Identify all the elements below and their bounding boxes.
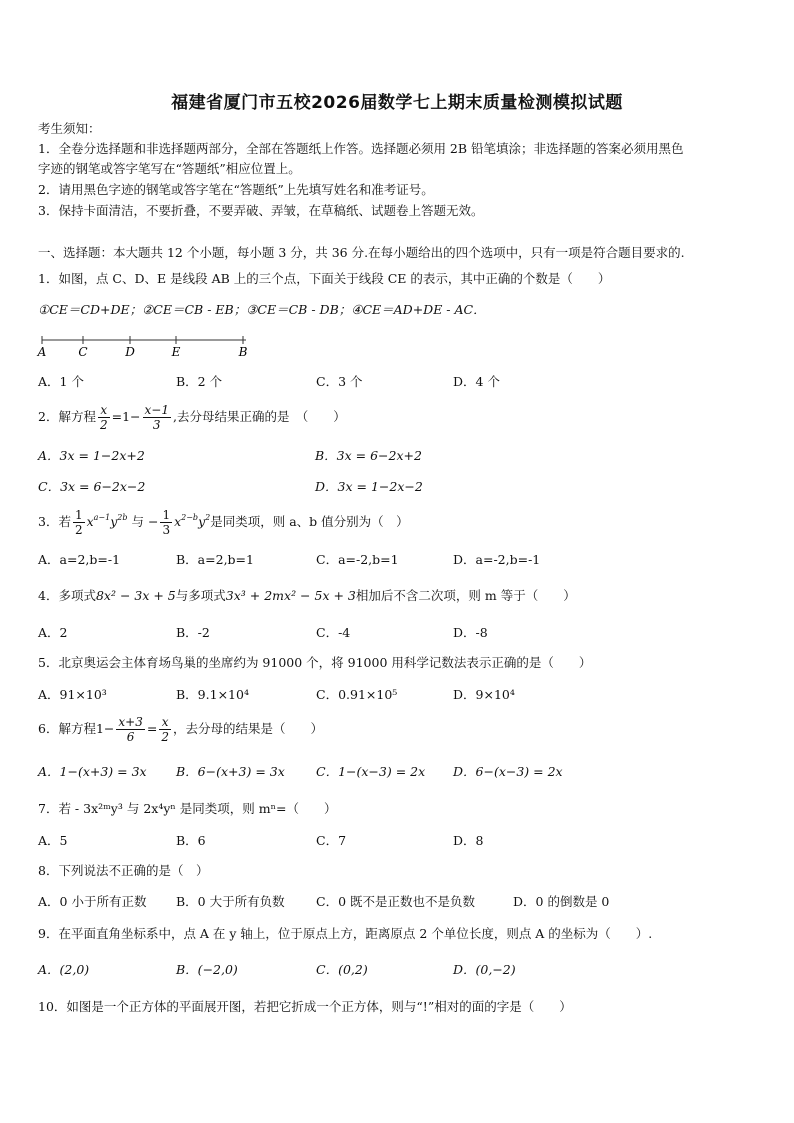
q4-mid: 与多项式: [175, 588, 226, 603]
segment-label-e: E: [171, 345, 181, 359]
notice-item: 3．保持卡面清洁，不要折叠，不要弄破、弄皱，在草稿纸、试题卷上答题无效。: [38, 203, 484, 218]
notice-heading: 考生须知：: [38, 121, 101, 136]
question-7-stem: 7．若 - 3x²ᵐy³ 与 2x⁴yⁿ 是同类项，则 mⁿ=（ ）: [38, 801, 337, 816]
q9-option-d[interactable]: D．(0,−2): [453, 962, 516, 977]
q5-option-c[interactable]: C．0.91×10⁵: [316, 687, 398, 702]
q6-prefix: 6．解方程1−: [38, 721, 115, 736]
q3-option-b[interactable]: B．a=2,b=1: [176, 552, 254, 567]
q6-option-a[interactable]: A．1−(x+3) = 3x: [38, 764, 147, 779]
q9-option-b[interactable]: B．(−2,0): [176, 962, 238, 977]
q1-option-c[interactable]: C．3 个: [316, 374, 363, 389]
q3-frac-2-num: 1: [162, 508, 171, 522]
q3-term-1-exp-x: a−1: [93, 513, 111, 522]
q4-option-d[interactable]: D．-8: [453, 625, 488, 640]
q6-option-c[interactable]: C．1−(x−3) = 2x: [316, 764, 426, 779]
q3-term-2-x: x: [174, 514, 182, 529]
q4-prefix: 4．多项式: [38, 588, 96, 603]
notice-item: 2．请用黑色字迹的钢笔或答字笔在“答题纸”上先填写姓名和准考证号。: [38, 182, 434, 197]
q6-frac-1: [116, 715, 144, 744]
q2-frac-2-num: x−1: [144, 403, 169, 417]
question-5-stem: 5．北京奥运会主体育场鸟巢的坐席约为 91000 个，将 91000 用科学记数法表示正确的是（ ）: [38, 655, 592, 670]
q8-option-d[interactable]: D．0 的倒数是 0: [513, 894, 610, 909]
q3-option-d[interactable]: D．a=-2,b=-1: [453, 552, 541, 567]
q7-option-c[interactable]: C．7: [316, 833, 347, 848]
q8-option-c[interactable]: C．0 既不是正数也不是负数: [316, 894, 475, 909]
question-1-stem: 1．如图，点 C、D、E 是线段 AB 上的三个点，下面关于线段 CE 的表示，其中正确的个数是（ ）: [38, 271, 611, 286]
q9-option-a[interactable]: A．(2,0): [38, 962, 90, 977]
question-6-stem: [38, 712, 754, 746]
q1-option-b[interactable]: B．2 个: [176, 374, 223, 389]
q3-frac-1: [73, 508, 85, 537]
question-3-stem: [38, 505, 754, 539]
q5-option-d[interactable]: D．9×10⁴: [453, 687, 515, 702]
q6-option-b[interactable]: B．6−(x+3) = 3x: [176, 764, 285, 779]
segment-label-c: C: [78, 345, 88, 359]
q2-option-c[interactable]: C．3x = 6−2x−2: [38, 479, 146, 494]
notice-item: 字迹的钢笔或答字笔写在“答题纸”相应位置上。: [38, 161, 301, 176]
q2-frac-2-den: 3: [152, 418, 161, 432]
q6-frac-2: [159, 715, 171, 744]
question-2-stem: [38, 400, 754, 434]
q6-frac-2-num: x: [159, 715, 171, 730]
question-4-stem: [38, 587, 754, 605]
question-8-stem: 8．下列说法不正确的是（ ）: [38, 863, 209, 878]
q3-term-1-y: y: [110, 514, 118, 529]
q5-option-a[interactable]: A．91×10³: [38, 687, 107, 702]
q6-mid: =: [146, 721, 158, 736]
q3-suffix: 是同类项，则 a、b 值分别为（ ）: [210, 514, 409, 529]
segment-svg: [36, 334, 256, 360]
q3-term-2-exp-x: 2−b: [181, 513, 199, 522]
q9-option-c[interactable]: C．(0,2): [316, 962, 368, 977]
page-title: 福建省厦门市五校2026届数学七上期末质量检测模拟试题: [171, 93, 623, 113]
q2-frac-1: [98, 403, 110, 432]
q2-frac-2: [143, 403, 171, 432]
question-10-stem: 10．如图是一个正方体的平面展开图，若把它折成一个正方体，则与“!”相对的面的字是（ ）: [38, 999, 572, 1014]
q3-term-2-y: y: [198, 514, 206, 529]
q7-option-d[interactable]: D．8: [453, 833, 484, 848]
q3-prefix: 3．若: [38, 514, 71, 529]
q6-suffix: ，去分母的结果是（ ）: [172, 721, 323, 736]
q3-frac-1-den: 2: [74, 523, 83, 537]
q2-frac-1-num: x: [98, 403, 110, 418]
segment-label-a: A: [37, 345, 47, 359]
q4-expr-2: 3x³ + 2mx² − 5x + 3: [225, 588, 356, 603]
segment-figure: [36, 334, 256, 360]
q1-option-a[interactable]: A．1 个: [38, 374, 84, 389]
question-1-statements: ①CE＝CD+DE；②CE＝CB - EB；③CE＝CB - DB；④CE＝AD+DE - AC．: [38, 302, 486, 317]
q3-frac-2: [160, 508, 172, 537]
question-9-stem: 9．在平面直角坐标系中，点 A 在 y 轴上，位于原点上方，距离原点 2 个单位长度，则点 A 的坐标为（ ）.: [38, 926, 653, 941]
q2-prefix: 2．解方程: [38, 409, 96, 424]
q5-option-b[interactable]: B．9.1×10⁴: [176, 687, 249, 702]
q8-option-a[interactable]: A．0 小于所有正数: [38, 894, 147, 909]
q6-frac-1-num: x+3: [118, 715, 143, 729]
q7-option-b[interactable]: B．6: [176, 833, 206, 848]
q3-term-2-exp-y: 2: [205, 513, 211, 522]
q2-suffix: ,去分母结果正确的是 （ ）: [172, 409, 346, 424]
q3-term-1-exp-y: 2b: [117, 513, 128, 522]
q2-option-d[interactable]: D．3x = 1−2x−2: [315, 479, 423, 494]
q6-frac-1-den: 6: [126, 730, 135, 744]
notice-item: 1．全卷分选择题和非选择题两部分，全部在答题纸上作答。选择题必须用 2B 铅笔填涂；非选择题的答案必须用黑色: [38, 141, 684, 156]
q8-option-b[interactable]: B．0 大于所有负数: [176, 894, 285, 909]
q4-suffix: 相加后不含二次项，则 m 等于（ ）: [355, 588, 576, 603]
q4-option-b[interactable]: B．-2: [176, 625, 210, 640]
q4-option-c[interactable]: C．-4: [316, 625, 351, 640]
section-heading: 一、选择题：本大题共 12 个小题，每小题 3 分，共 36 分.在每小题给出的四个选项中，只有一项是符合题目要求的.: [38, 245, 685, 260]
q4-expr-1: 8x² − 3x + 5: [95, 588, 176, 603]
q3-option-a[interactable]: A．a=2,b=-1: [38, 552, 121, 567]
q1-option-d[interactable]: D．4 个: [453, 374, 500, 389]
q2-frac-1-den: 2: [99, 418, 108, 432]
q7-option-a[interactable]: A．5: [38, 833, 68, 848]
q3-frac-2-den: 3: [162, 523, 171, 537]
q3-option-c[interactable]: C．a=-2,b=1: [316, 552, 399, 567]
q3-term-1-x: x: [86, 514, 94, 529]
q2-option-a[interactable]: A．3x = 1−2x+2: [38, 448, 145, 463]
q3-mid: 与 −: [131, 514, 159, 529]
q3-frac-1-num: 1: [74, 508, 83, 522]
segment-label-d: D: [125, 345, 135, 359]
segment-label-b: B: [238, 345, 248, 359]
q6-frac-2-den: 2: [161, 730, 169, 744]
q2-mid: =1−: [111, 409, 141, 424]
q4-option-a[interactable]: A．2: [38, 625, 68, 640]
q6-option-d[interactable]: D．6−(x−3) = 2x: [453, 764, 563, 779]
q2-option-b[interactable]: B．3x = 6−2x+2: [315, 448, 422, 463]
